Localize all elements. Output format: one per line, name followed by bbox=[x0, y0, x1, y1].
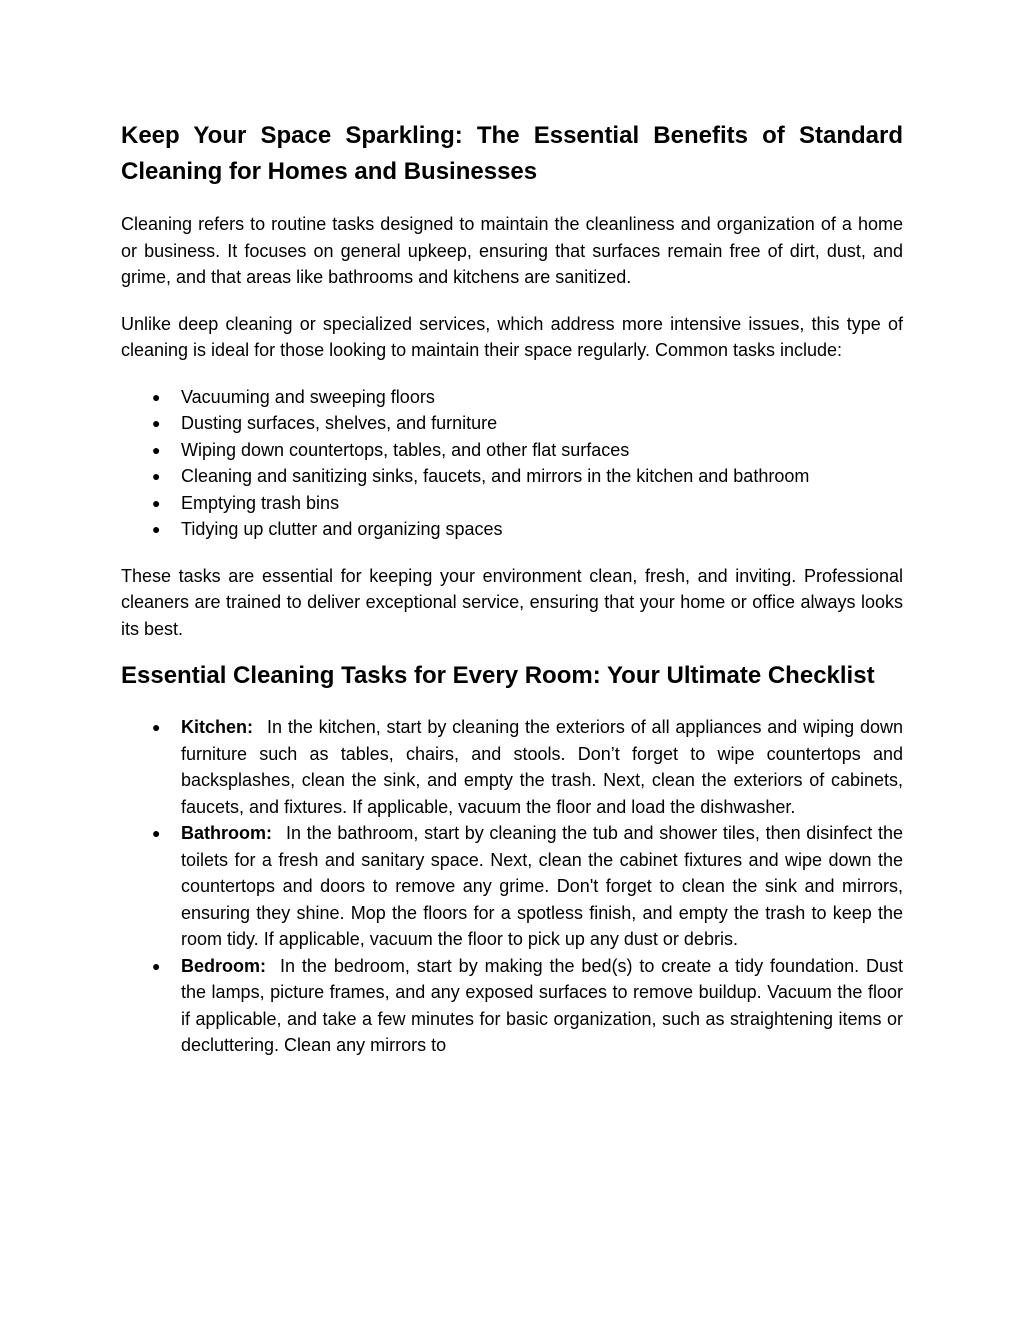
closing-paragraph: These tasks are essential for keeping your environment clean, fresh, and inviting. Professional cleaners are trained to deliver exceptional service, ensuring that your home or office always looks its best. bbox=[121, 565, 903, 639]
bullet-icon: ● bbox=[152, 521, 161, 537]
intro-paragraph-1: Cleaning refers to routine tasks designed to maintain the cleanliness and organization of a home or business. It focuses on general upkeep, ensuring that surfaces remain free of dirt, dust, and grime, and that areas like bathrooms and kitchens are sanitized. bbox=[121, 214, 903, 287]
list-item bbox=[121, 463, 903, 490]
list-item bbox=[121, 516, 903, 543]
room-item-bedroom bbox=[121, 953, 903, 1059]
list-item-text: Vacuuming and sweeping floors bbox=[181, 386, 435, 407]
room-term: Bedroom: bbox=[181, 955, 266, 976]
list-item bbox=[121, 384, 903, 411]
bullet-icon: ● bbox=[152, 825, 161, 841]
task-list bbox=[121, 384, 903, 543]
section-heading: Essential Cleaning Tasks for Every Room: Your Ultimate Checklist bbox=[121, 662, 875, 689]
bullet-icon: ● bbox=[152, 494, 161, 511]
room-item-kitchen bbox=[121, 714, 903, 820]
room-description: In the bedroom, start by making the bed(s) to create a tidy foundation. Dust the lamps, picture frames, and any exposed surfaces to remove buildup. Vacuum the floor if applicable, and take a few minutes for basic organization, such as straightening items or decluttering. Clean any mirrors to bbox=[181, 955, 903, 1055]
page-title: Keep Your Space Sparkling: The Essential Benefits of Standard Cleaning for Homes and Businesses bbox=[121, 122, 903, 185]
list-item-text: Emptying trash bins bbox=[181, 492, 340, 513]
bullet-icon: ● bbox=[152, 468, 161, 484]
list-item bbox=[121, 437, 903, 464]
list-item-text: Cleaning and sanitizing sinks, faucets, and mirrors in the kitchen and bathroom bbox=[181, 466, 810, 486]
room-description: In the bathroom, start by cleaning the tub and shower tiles, then disinfect the toilets for a fresh and sanitary space. Next, clean the cabinet fixtures and wipe down the countertops and doors to remove any grime. Don't forget to clean the sink and mirrors, ensuring they shine. Mop the floors for a spotless finish, and empty the trash to keep the room tidy. If applicable, vacuum the floor to pick up any dust or debris. bbox=[181, 823, 903, 949]
room-item-bathroom bbox=[121, 820, 903, 953]
room-term: Bathroom: bbox=[181, 823, 272, 843]
list-item-text: Tidying up clutter and organizing spaces bbox=[181, 519, 503, 539]
bullet-icon: ● bbox=[152, 957, 161, 974]
document-page bbox=[121, 118, 903, 1059]
bullet-icon: ● bbox=[152, 441, 161, 458]
list-item-text: Dusting surfaces, shelves, and furniture bbox=[181, 413, 498, 433]
bullet-icon: ● bbox=[152, 415, 161, 431]
room-checklist bbox=[121, 714, 903, 1059]
intro-paragraph-2: Unlike deep cleaning or specialized services, which address more intensive issues, this type of cleaning is ideal for those looking to maintain their space regularly. Common tasks include: bbox=[121, 313, 903, 360]
bullet-icon: ● bbox=[152, 719, 161, 735]
bullet-icon: ● bbox=[152, 388, 161, 405]
room-description: In the kitchen, start by cleaning the exteriors of all appliances and wiping down furniture such as tables, chairs, and stools. Don’t forget to wipe countertops and backsplashes, clean the sink, and empty the trash. Next, clean the exteriors of cabinets, faucets, and fixtures. If applicable, vacuum the floor and load the dishwasher. bbox=[181, 717, 903, 817]
list-item bbox=[121, 490, 903, 517]
room-term: Kitchen: bbox=[181, 717, 253, 737]
list-item bbox=[121, 410, 903, 437]
list-item-text: Wiping down countertops, tables, and other flat surfaces bbox=[181, 439, 630, 460]
